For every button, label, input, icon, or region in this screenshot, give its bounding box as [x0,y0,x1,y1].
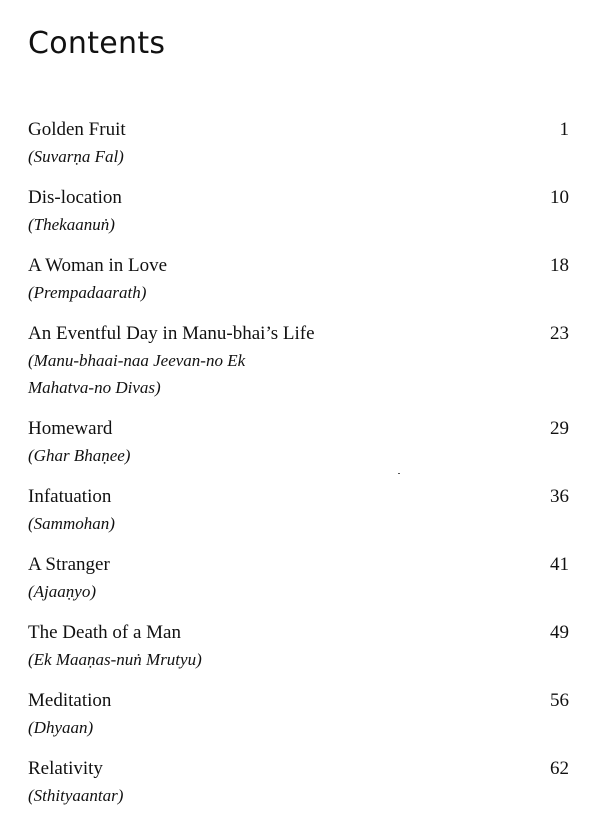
toc-entry-title: Meditation [28,690,112,711]
toc-entry-subtitle: (Suvarṇa Fal) [28,147,124,166]
toc-entry-title: An Eventful Day in Manu-bhai’s Life [28,323,315,344]
toc-entry-subtitle: (Ek Maaṇas-nuṅ Mrutyu) [28,650,202,669]
toc-entry-subtitle: (Thekaanuṅ) [28,215,115,234]
toc-entry-the-death-of-a-man [28,619,569,673]
toc-entry-page-number: 29 [550,418,569,439]
toc-entry-title: A Woman in Love [28,255,168,276]
toc-entry-infatuation [28,483,569,537]
toc-entry-subtitle: (Manu-bhaai-naa Jeevan-no Ek Mahatva-no Divas) [28,351,246,397]
toc-entry-title: A Stranger [28,554,110,575]
toc-entry-page-number: 62 [550,758,569,779]
toc-entry-a-stranger [28,551,569,605]
toc-entry-page-number: 41 [550,554,569,575]
toc-entry-title: Homeward [28,418,113,439]
toc-entry-title: Infatuation [28,486,112,507]
toc-entry-title: Dis-location [28,187,122,208]
toc-entry-page-number: 56 [550,690,569,711]
toc-entry-an-eventful-day [28,320,569,401]
table-of-contents [28,116,569,823]
toc-entry-subtitle: (Prempadaarath) [28,283,147,302]
toc-entry-meditation [28,687,569,741]
toc-entry-page-number: 23 [550,323,569,344]
toc-entry-title: Golden Fruit [28,119,126,140]
toc-entry-homeward [28,415,569,469]
toc-entry-subtitle: (Sthityaantar) [28,786,124,805]
toc-entry-page-number: 49 [550,622,569,643]
toc-entry-subtitle: (Ajaaṇyo) [28,582,96,601]
toc-entry-dis-location [28,184,569,238]
page-title: Contents [28,26,166,61]
toc-entry-subtitle: (Ghar Bhaṇee) [28,446,131,465]
scan-speck [398,473,400,474]
toc-entry-relativity [28,755,569,809]
toc-entry-a-woman-in-love [28,252,569,306]
toc-entry-golden-fruit [28,116,569,170]
toc-entry-page-number: 36 [550,486,569,507]
toc-entry-page-number: 10 [550,187,569,208]
toc-entry-subtitle: (Sammohan) [28,514,115,533]
toc-entry-title: The Death of a Man [28,622,181,643]
toc-entry-title: Relativity [28,758,103,779]
toc-entry-subtitle: (Dhyaan) [28,718,94,737]
toc-entry-page-number: 1 [559,119,569,140]
toc-entry-page-number: 18 [550,255,569,276]
